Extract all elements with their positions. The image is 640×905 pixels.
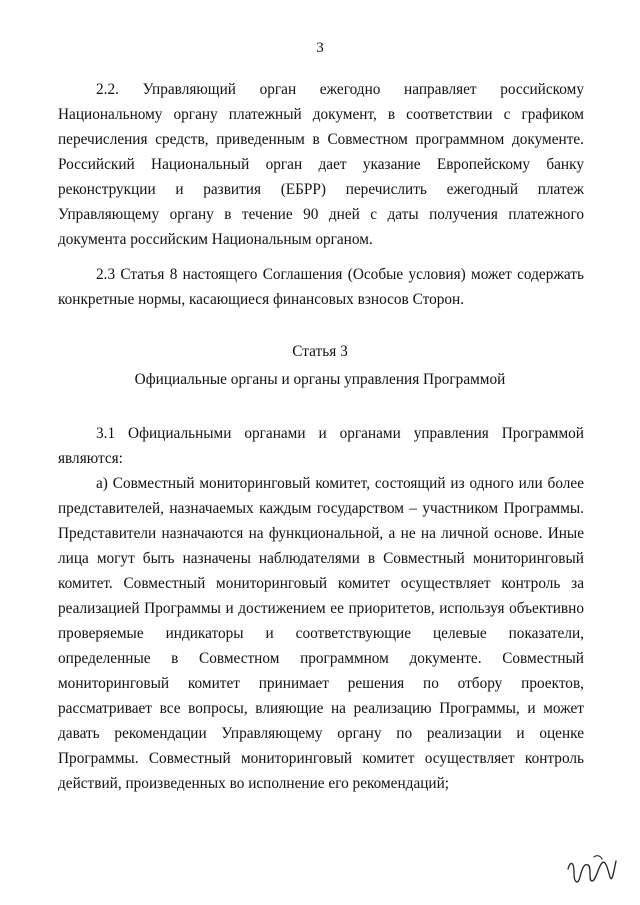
handwritten-initials-icon <box>564 851 618 891</box>
section-2-paragraphs <box>58 77 584 312</box>
section-3-paragraphs <box>58 421 584 796</box>
page-number: 3 <box>316 40 324 56</box>
paragraph-3-1: 3.1 Официальными органами и органами управления Программой являются: <box>58 425 584 467</box>
paragraph-2-3: 2.3 Статья 8 настоящего Соглашения (Особые условия) может содержать конкретные нормы, касающиеся финансовых взносов Сторон. <box>58 266 584 308</box>
article-number-heading: Статья 3 <box>292 343 348 360</box>
paragraph-2-2: 2.2. Управляющий орган ежегодно направляет российскому Национальному органу платежный документ, в соответствии с графиком перечисления средств, приведенным в Совместном программном документе. Российский Национальный орган дает указание Европейскому банку реконструкции и развития (ЕБРР) перечислить ежегодный платеж Управляющему органу в течение 90 дней с даты получения платежного документа российским Национальным органом. <box>58 81 584 248</box>
article-title-heading: Официальные органы и органы управления Программой <box>134 371 506 388</box>
paragraph-3-1-a: а) Совместный мониторинговый комитет, состоящий из одного или более представителей, назначаемых каждым государством – участником Программы. Представители назначаются на функциональной, а не на личной основе. Иные лица могут быть назначены наблюдателями в Совместный мониторинговый комитет. Совместный мониторинговый комитет осуществляет контроль за реализацией Программы и достижением ее приоритетов, используя объективно проверяемые индикаторы и соответствующие целевые показатели, определенные в Совместном программном документе. Совместный мониторинговый комитет принимает решения по отбору проектов, рассматривает все вопросы, влияющие на реализацию Программы, и может давать рекомендации Управляющему органу по реализации и оценке Программы. Совместный мониторинговый комитет осуществляет контроль действий, произведенных во исполнение его рекомендаций; <box>58 475 584 792</box>
